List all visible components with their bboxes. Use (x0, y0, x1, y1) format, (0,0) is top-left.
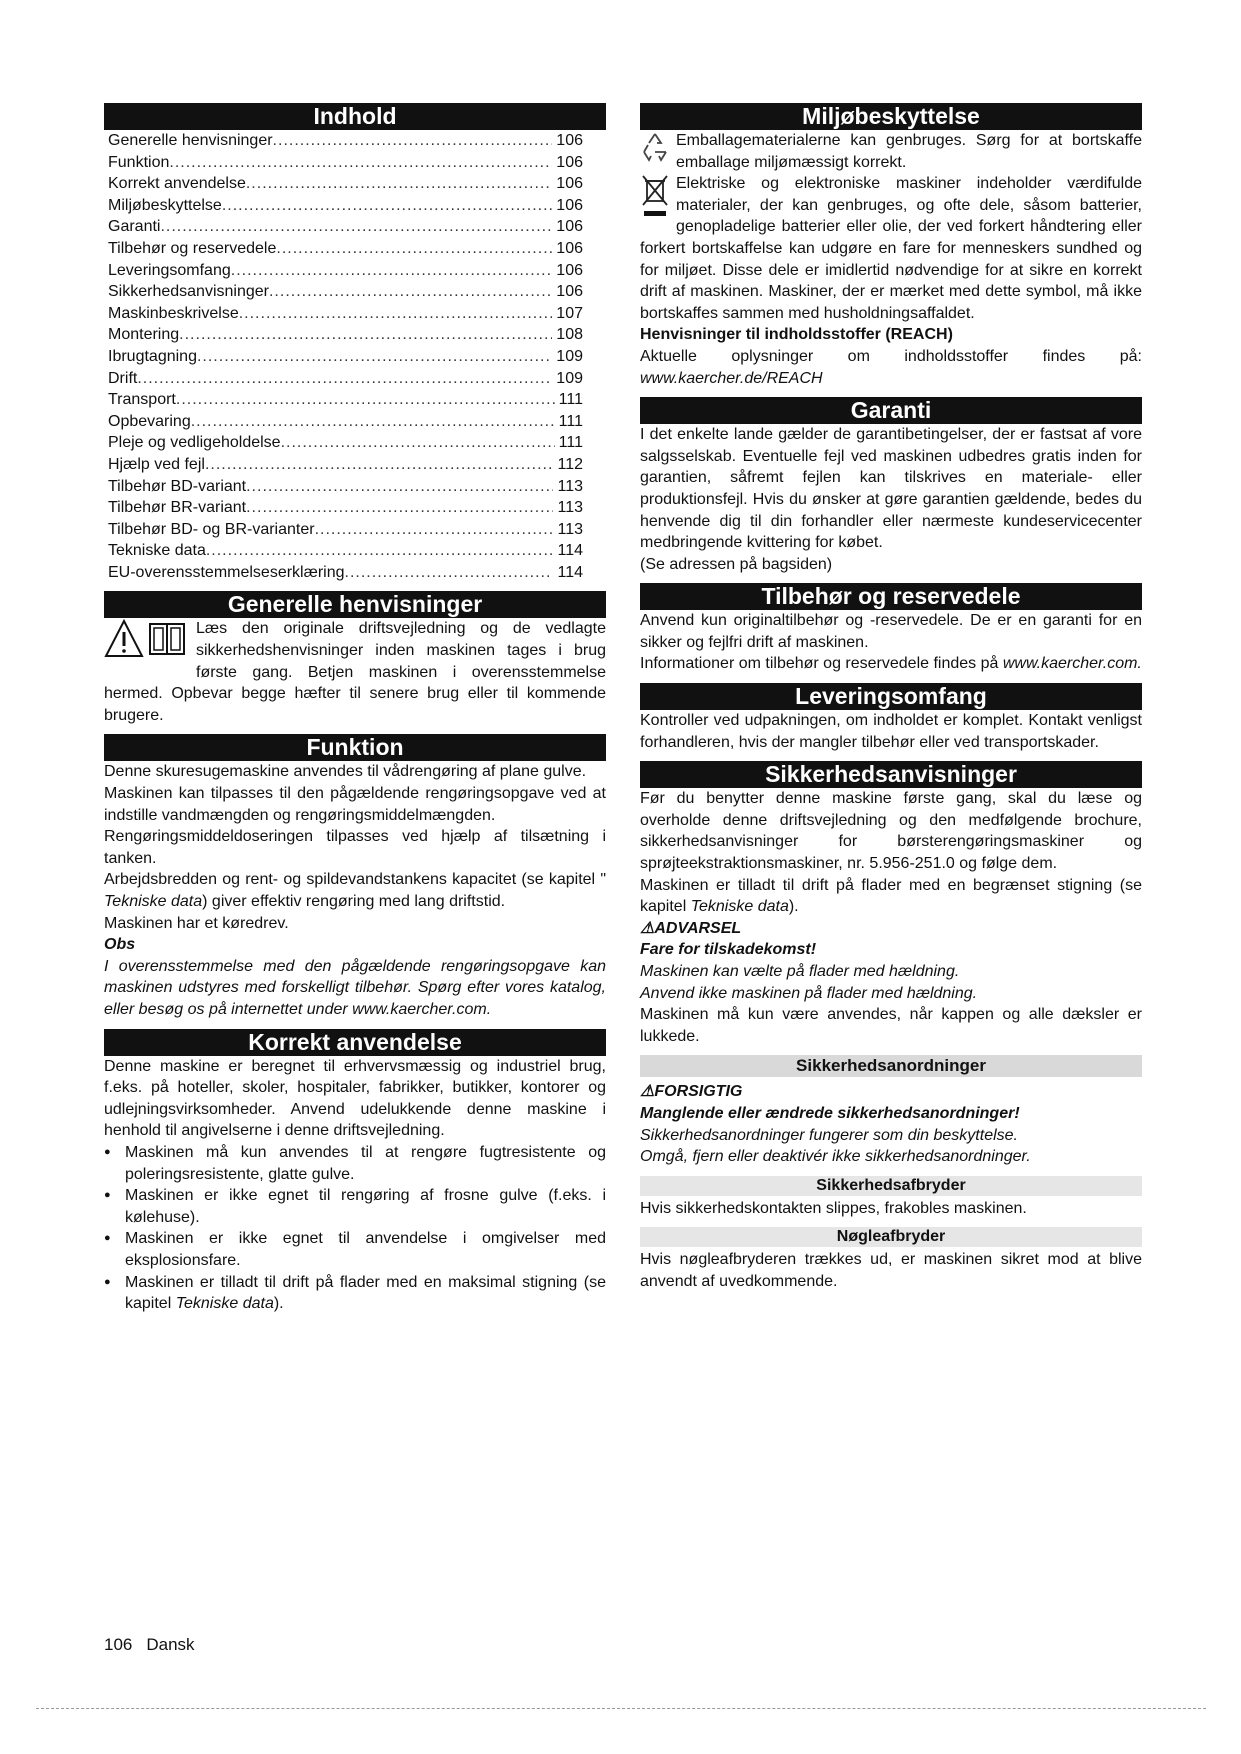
toc-leader-dots (246, 497, 553, 519)
toc-entry-title: Tekniske data (108, 542, 206, 560)
warning-triangle-icon: ⚠ (640, 919, 655, 937)
accessories-link[interactable]: www.kaercher.com. (1002, 655, 1142, 673)
toc-entry[interactable] (108, 195, 583, 217)
toc-entry-page: 107 (556, 304, 583, 322)
toc-entry-page: 106 (556, 132, 583, 149)
page-number: 106 (104, 1635, 133, 1654)
toc-entry[interactable] (108, 411, 583, 433)
warranty-text: I det enkelte lande gælder de garantibetingelser, der er fastsat af vore salgsselskab. Eventuelle fejl ved maskinen udbedres gratis inden for garantien, såfremt fejlen kan tilskrives en materiale- eller produktionsfejl. Hvis du ønsker at gøre garantien gældende, bedes du henvende dig til din forhandler eller nærmeste kundeservicecenter medbringende kvittering for købet. (640, 426, 1142, 552)
general-section (104, 618, 606, 726)
toc-leader-dots (176, 389, 555, 411)
toc-leader-dots (239, 303, 553, 325)
toc-leader-dots (276, 238, 552, 260)
accessories-p1: Anvend kun originaltilbehør og -reservedele. De er en garanti for en sikker og fejlfri drift af maskinen. (640, 612, 1142, 651)
caution-triangle-icon: ⚠ (640, 1083, 655, 1101)
function-note-text: I overensstemmelse med den pågældende rengøringsopgave kan maskinen udstyres med forskelligt tilbehør. Spørg efter vores katalog, eller besøg os på internettet under www.kaercher.com. (104, 957, 606, 1018)
toc-entry[interactable] (108, 238, 583, 260)
caution-label: ⚠FORSIGTIG (640, 1083, 743, 1101)
caution-line-1: Sikkerhedsanordninger fungerer som din beskyttelse. (640, 1126, 1018, 1144)
function-p3: Rengøringsmiddeldoseringen tilpasses ved hjælp af tilsætning i tanken. (104, 828, 606, 867)
toc-entry[interactable] (108, 346, 583, 368)
environment-heading: Miljøbeskyttelse (640, 103, 1142, 130)
warranty-heading: Garanti (640, 397, 1142, 424)
toc-entry-title: Maskinbeskrivelse (108, 304, 239, 322)
delivery-text: Kontroller ved udpakningen, om indholdet er komplet. Kontakt venligst forhandleren, hvis der mangler tilbehør eller ved transportskader. (640, 712, 1142, 751)
list-item: ● Maskinen er ikke egnet til anvendelse i omgivelser med eksplosionsfare. (104, 1228, 606, 1271)
toc-entry-title: Generelle henvisninger (108, 132, 273, 149)
toc-entry[interactable] (108, 281, 583, 303)
toc-entry-page: 113 (557, 499, 583, 517)
toc-entry[interactable] (108, 152, 583, 174)
toc-entry-title: Funktion (108, 153, 170, 171)
toc-entry-page: 113 (557, 520, 583, 538)
safety-p2: Maskinen er tilladt til drift på flader med en begrænset stigning (se kapitel Tekniske data). (640, 876, 1142, 916)
function-note-label: Obs (104, 936, 136, 954)
correct-use-last-bullet (104, 1272, 606, 1315)
toc-entry-page: 114 (557, 542, 583, 560)
toc-entry[interactable] (108, 562, 583, 584)
crossed-bin-icon (640, 173, 670, 228)
toc-entry-page: 111 (558, 434, 583, 452)
toc-entry-title: Korrekt anvendelse (108, 175, 246, 193)
warning-label: ⚠ADVARSEL (640, 919, 742, 937)
toc-entry[interactable] (108, 173, 583, 195)
toc-leader-dots (246, 476, 553, 498)
toc-entry-page: 114 (557, 563, 583, 581)
toc-entry-page: 106 (556, 175, 583, 193)
function-heading: Funktion (104, 734, 606, 761)
toc-entry-title: Sikkerhedsanvisninger (108, 283, 269, 301)
right-column (640, 103, 1142, 1293)
safety-switch-text: Hvis sikkerhedskontakten slippes, frakobles maskinen. (640, 1199, 1027, 1217)
toc-entry-page: 106 (556, 153, 583, 171)
toc-leader-dots (137, 368, 552, 390)
general-heading: Generelle henvisninger (104, 591, 606, 618)
toc-leader-dots (191, 411, 555, 433)
safety-devices-heading: Sikkerhedsanordninger (640, 1055, 1142, 1077)
toc-leader-dots (246, 173, 552, 195)
toc-entry-page: 108 (556, 326, 583, 344)
toc-leader-dots (345, 562, 554, 584)
toc-leader-dots (197, 346, 552, 368)
toc-entry-title: Drift (108, 369, 138, 387)
toc-leader-dots (169, 152, 552, 174)
toc-entry-title: Montering (108, 326, 180, 344)
toc-entry-page: 109 (556, 369, 583, 387)
toc-entry[interactable] (108, 519, 583, 541)
toc-entry-page: 112 (557, 455, 583, 473)
toc-entry-page: 109 (556, 347, 583, 365)
toc-entry-title: Ibrugtagning (108, 347, 197, 365)
toc-entry-title: Garanti (108, 218, 161, 236)
toc-entry[interactable] (108, 260, 583, 282)
toc-entry-page: 113 (557, 477, 583, 495)
safety-heading: Sikkerhedsanvisninger (640, 761, 1142, 788)
function-p1: Denne skuresugemaskine anvendes til vådrengøring af plane gulve. (104, 763, 587, 781)
toc-entry-title: Pleje og vedligeholdelse (108, 434, 281, 452)
list-item: ● Maskinen er tilladt til drift på flader med en maksimal stigning (se kapitel Tekniske data). (104, 1272, 606, 1315)
toc-heading: Indhold (104, 103, 606, 130)
safety-p1: Før du benytter denne maskine første gang, skal du læse og overholde denne driftsvejledning og den medfølgende brochure, sikkerhedsanvisninger for børsterengøringsmaskiner og sprøjteekstraktionsmaskiner, nr. 5.956-251.0 og følge dem. (640, 790, 1142, 873)
accessories-heading: Tilbehør og reservedele (640, 583, 1142, 610)
correct-use-bullets (104, 1142, 606, 1272)
toc-entry-title: Miljøbeskyttelse (108, 196, 222, 214)
toc-leader-dots (205, 454, 554, 476)
list-item: ● Maskinen må kun anvendes til at rengøre fugtresistente og poleringsresistente, glatte gulve. (104, 1142, 606, 1185)
toc-entry-title: EU-overensstemmelseserklæring (108, 563, 345, 581)
function-p4: Arbejdsbredden og rent- og spildevandstankens kapacitet (se kapitel " Tekniske data) giver effektiv rengøring med lang driftstid. (104, 871, 606, 910)
toc-entry-page: 106 (556, 239, 583, 257)
toc-entry-title: Tilbehør BR-variant (108, 499, 247, 517)
toc-entry[interactable] (108, 303, 583, 325)
toc-entry[interactable] (108, 130, 583, 152)
toc-entry-page: 106 (556, 218, 583, 236)
toc-entry[interactable] (108, 324, 583, 346)
toc-entry[interactable] (108, 432, 583, 454)
toc-leader-dots (269, 281, 552, 303)
toc-leader-dots (273, 130, 553, 152)
bottom-divider (36, 1708, 1206, 1709)
toc-entry-page: 111 (558, 391, 583, 409)
toc-entry-title: Leveringsomfang (108, 261, 231, 279)
key-switch-heading: Nøgleafbryder (640, 1227, 1142, 1247)
toc-leader-dots (315, 519, 554, 541)
correct-use-heading: Korrekt anvendelse (104, 1029, 606, 1056)
safety-switch-heading: Sikkerhedsafbryder (640, 1176, 1142, 1196)
toc-entry-page: 106 (556, 283, 583, 301)
toc-entry-title: Tilbehør og reservedele (108, 239, 277, 257)
list-item: ● Maskinen er ikke egnet til rengøring af frosne gulve (f.eks. i kølehuse). (104, 1185, 606, 1228)
caution-title: Manglende eller ændrede sikkerhedsanordninger! (640, 1104, 1020, 1122)
toc-entry-title: Transport (108, 391, 176, 409)
toc-entry-page: 106 (556, 261, 583, 279)
environment-packaging (640, 130, 1142, 173)
warning-title: Fare for tilskadekomst! (640, 941, 817, 959)
accessories-p2: Informationer om tilbehør og reservedele findes på www.kaercher.com. (640, 655, 1142, 673)
toc-entry-title: Opbevaring (108, 412, 191, 430)
toc-entry[interactable] (108, 454, 583, 476)
toc-entry[interactable] (108, 389, 583, 411)
toc-entry-title: Tilbehør BD-variant (108, 477, 247, 495)
toc-list (104, 130, 606, 583)
warning-line-1: Maskinen kan vælte på flader med hældning. (640, 963, 960, 980)
general-text: Læs den originale driftsvejledning og de vedlagte sikkerhedshenvisninger inden maskinen tages i brug første gang. Betjen maskinen i overensstemmelse hermed. Opbevar begge hæfter til senere brug eller til kommende brugere. (104, 620, 606, 724)
reach-title: Henvisninger til indholdsstoffer (REACH) (640, 326, 953, 344)
caution-line-2: Omgå, fjern eller deaktivér ikke sikkerhedsanordninger. (640, 1148, 1031, 1166)
toc-leader-dots (206, 540, 554, 562)
toc-entry[interactable] (108, 216, 583, 238)
function-p5: Maskinen har et køredrev. (104, 914, 289, 932)
toc-leader-dots (281, 432, 555, 454)
toc-entry-title: Tilbehør BD- og BR-varianter (108, 520, 315, 538)
key-switch-text: Hvis nøgleafbryderen trækkes ud, er maskinen sikret mod at blive anvendt af uvedkommende. (640, 1251, 1142, 1290)
left-column (104, 103, 606, 1315)
environment-packaging-text: Emballagematerialerne kan genbruges. Sørg for at bortskaffe emballage miljømæssigt korrekt. (676, 132, 1142, 171)
toc-leader-dots (160, 216, 552, 238)
reach-link[interactable]: www.kaercher.de/REACH (640, 369, 823, 387)
toc-entry-page: 111 (558, 412, 583, 430)
page-footer (104, 1635, 209, 1655)
environment-electronics (640, 173, 1142, 324)
toc-entry[interactable] (108, 368, 583, 390)
toc-leader-dots (231, 260, 553, 282)
toc-entry[interactable] (108, 540, 583, 562)
environment-electronics-text: Elektriske og elektroniske maskiner indeholder værdifulde materialer, der kan genbruges, og ofte dele, såsom batterier, genopladelige batterier eller olie, der ved forkert håndtering eller forkert bortskaffelse kan udgøre en fare for menneskers sundhed og for miljøet. Disse dele er imidlertid nødvendige for at sikre en korrekt drift af maskinen. Maskiner, der er mærket med dette symbol, må ikke bortskaffes sammen med husholdningsaffaldet. (640, 175, 1142, 322)
toc-entry[interactable] (108, 497, 583, 519)
delivery-heading: Leveringsomfang (640, 683, 1142, 710)
toc-leader-dots (222, 195, 552, 217)
warranty-note: (Se adressen på bagsiden) (640, 555, 833, 573)
reach-text: Aktuelle oplysninger om indholdsstoffer findes på: www.kaercher.de/REACH (640, 347, 1142, 387)
toc-entry[interactable] (108, 476, 583, 498)
warning-manual-icon (104, 618, 190, 665)
safety-p3: Maskinen må kun være anvendes, når kappen og alle dæksler er lukkede. (640, 1006, 1142, 1045)
recycle-icon (640, 130, 670, 169)
footer-language: Dansk (146, 1635, 195, 1654)
function-p2: Maskinen kan tilpasses til den pågældende rengøringsopgave ved at indstille vandmængden og rengøringsmiddelmængden. (104, 785, 606, 824)
toc-entry-title: Hjælp ved fejl (108, 455, 205, 473)
toc-leader-dots (179, 324, 552, 346)
warning-line-2: Anvend ikke maskinen på flader med hældning. (640, 984, 978, 1002)
toc-entry-page: 106 (556, 196, 583, 214)
correct-use-intro: Denne maskine er beregnet til erhvervsmæssig og industriel brug, f.eks. på hoteller, skoler, hospitaler, fabrikker, butikker, kontorer og udlejningsvirksomheder. Anvend udelukkende denne maskine i henhold til angivelserne i denne driftsvejledning. (104, 1057, 606, 1140)
